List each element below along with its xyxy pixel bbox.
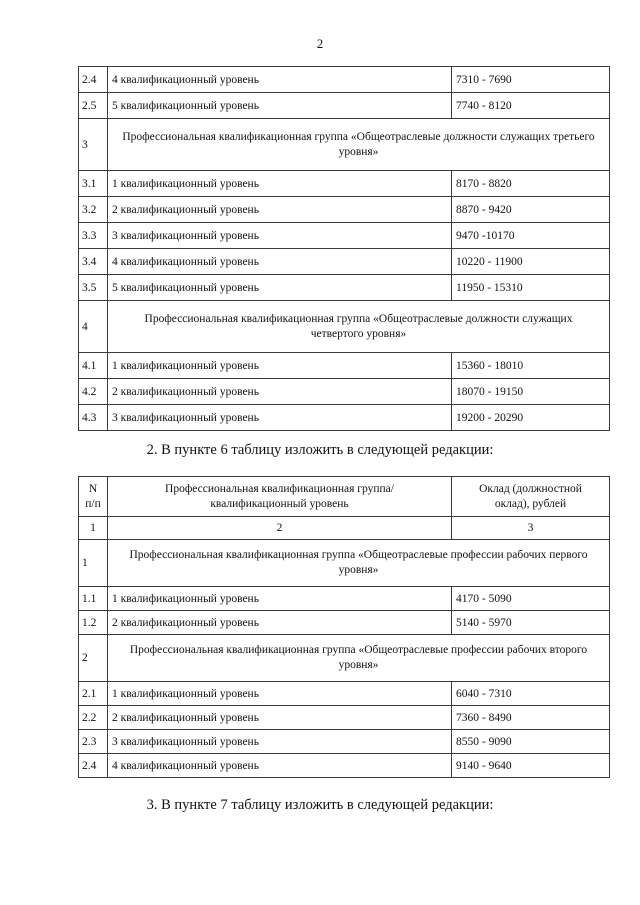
column-number: 2 [108,517,452,540]
salary-range: 6040 - 7310 [452,682,610,706]
level-name: 2 квалификационный уровень [108,379,452,405]
level-name: 4 квалификационный уровень [108,67,452,93]
level-name: 3 квалификационный уровень [108,405,452,431]
column-number-row [79,517,610,540]
row-number: 3.4 [79,249,108,275]
salary-table-continuation [78,66,610,431]
group-name: Профессиональная квалификационная группа «Общеотраслевые должности служащих четвертого уровня» [108,301,610,353]
level-name: 2 квалификационный уровень [108,706,452,730]
salary-range: 5140 - 5970 [452,611,610,635]
salary-range: 8550 - 9090 [452,730,610,754]
group-name: Профессиональная квалификационная группа «Общеотраслевые профессии рабочих второго уровня» [108,635,610,682]
column-number: 1 [79,517,108,540]
row-number: 2.3 [79,730,108,754]
row-number: 2.4 [79,67,108,93]
level-row [79,587,610,611]
row-number: 3.2 [79,197,108,223]
group-name: Профессиональная квалификационная группа «Общеотраслевые профессии рабочих первого уровня» [108,540,610,587]
salary-range: 18070 - 19150 [452,379,610,405]
salary-range: 7740 - 8120 [452,93,610,119]
row-number: 3.1 [79,171,108,197]
row-number: 2.4 [79,754,108,778]
level-row [79,197,610,223]
level-row [79,249,610,275]
level-row [79,67,610,93]
column-number: 3 [452,517,610,540]
row-number: 4.1 [79,353,108,379]
paragraph-point-7: 3. В пункте 7 таблицу изложить в следующей редакции: [146,797,494,813]
header-num: N п/п [79,477,108,517]
group-row [79,301,610,353]
table-header-row [79,477,610,517]
row-number: 3 [79,119,108,171]
row-number: 2.2 [79,706,108,730]
row-number: 2.1 [79,682,108,706]
level-name: 5 квалификационный уровень [108,275,452,301]
level-name: 1 квалификационный уровень [108,682,452,706]
level-name: 1 квалификационный уровень [108,353,452,379]
level-row [79,379,610,405]
level-name: 2 квалификационный уровень [108,197,452,223]
salary-range: 15360 - 18010 [452,353,610,379]
salary-range: 19200 - 20290 [452,405,610,431]
row-number: 3.3 [79,223,108,249]
salary-table-continuation-body [79,67,610,431]
group-row [79,119,610,171]
level-row [79,353,610,379]
level-row [79,730,610,754]
workers-salary-table [78,476,610,778]
row-number: 2 [79,635,108,682]
salary-range: 8170 - 8820 [452,171,610,197]
salary-range: 4170 - 5090 [452,587,610,611]
level-name: 2 квалификационный уровень [108,611,452,635]
row-number: 3.5 [79,275,108,301]
level-row [79,754,610,778]
page-number: 2 [316,36,324,51]
level-name: 4 квалификационный уровень [108,249,452,275]
level-name: 1 квалификационный уровень [108,587,452,611]
row-number: 4 [79,301,108,353]
level-row [79,171,610,197]
level-row [79,682,610,706]
level-row [79,706,610,730]
level-name: 4 квалификационный уровень [108,754,452,778]
salary-range: 7310 - 7690 [452,67,610,93]
level-name: 3 квалификационный уровень [108,730,452,754]
row-number: 4.2 [79,379,108,405]
group-name: Профессиональная квалификационная группа «Общеотраслевые должности служащих третьего уровня» [108,119,610,171]
level-name: 1 квалификационный уровень [108,171,452,197]
level-name: 3 квалификационный уровень [108,223,452,249]
row-number: 2.5 [79,93,108,119]
level-row [79,275,610,301]
row-number: 4.3 [79,405,108,431]
level-row [79,611,610,635]
level-name: 5 квалификационный уровень [108,93,452,119]
paragraph-point-6: 2. В пункте 6 таблицу изложить в следующей редакции: [146,442,494,458]
workers-salary-table-body [79,477,610,778]
salary-range: 8870 - 9420 [452,197,610,223]
salary-range: 9470 -10170 [452,223,610,249]
row-number: 1.2 [79,611,108,635]
header-salary: Оклад (должностной оклад), рублей [452,477,610,517]
level-row [79,93,610,119]
salary-range: 9140 - 9640 [452,754,610,778]
level-row [79,405,610,431]
salary-range: 7360 - 8490 [452,706,610,730]
salary-range: 10220 - 11900 [452,249,610,275]
group-row [79,540,610,587]
header-group-level: Профессиональная квалификационная группа/квалификационный уровень [108,477,452,517]
row-number: 1 [79,540,108,587]
level-row [79,223,610,249]
row-number: 1.1 [79,587,108,611]
group-row [79,635,610,682]
salary-range: 11950 - 15310 [452,275,610,301]
